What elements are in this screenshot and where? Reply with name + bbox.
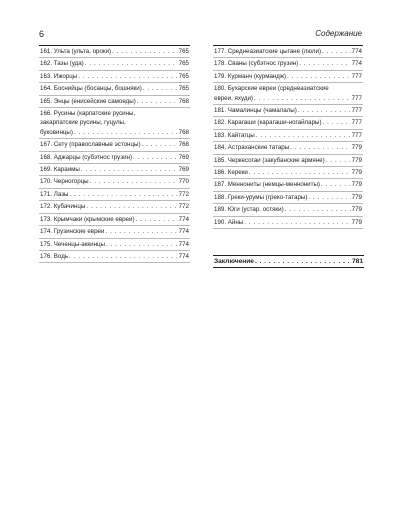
- toc-entry-page: 774: [178, 252, 189, 260]
- toc-entry-title-line: закарпатские русины, гуцулы,: [40, 119, 126, 127]
- toc-entry[interactable]: [39, 164, 190, 176]
- toc-entry-page: 774: [178, 240, 189, 248]
- dot-leader: [86, 202, 177, 211]
- toc-entry[interactable]: [39, 108, 190, 139]
- dot-leader: [255, 257, 351, 266]
- toc-entry-title: 176. Водь: [40, 252, 69, 260]
- running-title: Содержание: [315, 29, 362, 38]
- toc-entry-page: 774: [351, 60, 362, 68]
- toc-entry-title: 174. Грузинские евреи: [40, 228, 105, 236]
- dot-leader: [69, 252, 178, 261]
- dot-leader: [106, 240, 178, 249]
- toc-entry[interactable]: [39, 189, 190, 201]
- toc-entry[interactable]: [39, 139, 190, 151]
- dot-leader: [256, 131, 351, 140]
- toc-entry-title: 189. Юги (устар. остяки): [214, 206, 284, 214]
- toc-entry-title: 190. Айны: [214, 218, 244, 226]
- toc-entry-conclusion[interactable]: [213, 255, 364, 268]
- toc-entry[interactable]: [39, 83, 190, 95]
- toc-entry[interactable]: [213, 58, 363, 70]
- dot-leader: [81, 165, 178, 174]
- toc-entry-page: 779: [351, 169, 362, 177]
- toc-entry-title: 181. Чамалинцы (чамалалы): [214, 107, 297, 115]
- toc-entry[interactable]: [213, 155, 363, 167]
- toc-entry[interactable]: [39, 226, 190, 238]
- toc-entry-title: 171. Лазы: [40, 190, 69, 198]
- dot-leader: [322, 47, 351, 56]
- toc-entry[interactable]: [39, 71, 190, 83]
- toc-entry[interactable]: [39, 176, 190, 188]
- toc-entry-title: 172. Кубачинцы: [40, 203, 86, 211]
- conclusion-title: Заключение: [214, 258, 254, 265]
- toc-left-column: [39, 45, 190, 263]
- dot-leader: [133, 153, 178, 162]
- dot-leader: [136, 215, 178, 224]
- toc-entry[interactable]: [213, 179, 363, 191]
- toc-entry-title: 163. Ижорцы: [40, 72, 78, 80]
- toc-entry-title: 182. Карагаши (карагаши-ногайлары): [214, 119, 322, 127]
- toc-entry-title-line: 166. Русины (карпатские русины,: [40, 110, 136, 118]
- toc-entry-page: 774: [178, 228, 189, 236]
- toc-entry-title: 183. Кайтагцы: [214, 131, 255, 139]
- toc-entry-title-line: 180. Бухарские евреи (среднеазиатские: [214, 85, 329, 93]
- dot-leader: [142, 140, 178, 149]
- toc-entry-page: 779: [351, 144, 362, 152]
- toc-entry[interactable]: [39, 58, 190, 70]
- toc-entry[interactable]: [213, 204, 363, 216]
- toc-entry[interactable]: [213, 83, 363, 105]
- dot-leader: [69, 190, 177, 199]
- toc-entry-title: 177. Среднеазиатские цыгане (люли): [214, 48, 322, 55]
- toc-entry-page: 777: [351, 107, 362, 115]
- toc-entry-title: 179. Курманч (курмандж): [214, 72, 287, 80]
- toc-entry-page: 774: [178, 215, 189, 223]
- page-number: 6: [39, 29, 45, 39]
- toc-entry-title: 178. Сваны (субэтнос грузин): [214, 60, 299, 68]
- toc-entry-page: 769: [178, 166, 189, 174]
- toc-entry[interactable]: [213, 71, 363, 83]
- toc-entry-title: 170. Черногорцы: [40, 178, 89, 186]
- dot-leader: [74, 128, 178, 137]
- dot-leader: [290, 143, 351, 152]
- dot-leader: [143, 84, 178, 93]
- toc-entry[interactable]: [213, 192, 363, 204]
- toc-entry-title: 184. Астраханские татары: [214, 144, 290, 152]
- toc-entry[interactable]: [39, 239, 190, 251]
- toc-entry[interactable]: [213, 142, 363, 154]
- toc-entry[interactable]: [39, 152, 190, 164]
- toc-entry-page: 772: [178, 190, 189, 198]
- toc-entry-title: евреи, яхуди): [214, 94, 253, 102]
- toc-entry-page: 777: [351, 72, 362, 80]
- page-header: [39, 29, 362, 43]
- toc-entry-page: 765: [178, 48, 189, 55]
- toc-entry-page: 768: [178, 141, 189, 149]
- toc-entry-title: 169. Караимы: [40, 166, 80, 174]
- toc-entry[interactable]: [39, 214, 190, 226]
- toc-entry-page: 779: [351, 206, 362, 214]
- dot-leader: [137, 97, 178, 106]
- conclusion-page: 781: [351, 258, 363, 265]
- toc-entry-title: 185. Черкесогаи (закубанские армяне): [214, 156, 325, 164]
- toc-entry[interactable]: [213, 105, 363, 117]
- toc-entry-title: буковинцы): [40, 128, 73, 136]
- dot-leader: [244, 218, 350, 227]
- dot-leader: [78, 72, 177, 81]
- dot-leader: [105, 227, 177, 236]
- dot-leader: [298, 106, 351, 115]
- toc-entry[interactable]: [213, 217, 363, 229]
- toc-entry-title: 165. Энцы (енисейские самоеды): [40, 97, 136, 105]
- dot-leader: [308, 193, 350, 202]
- toc-entry[interactable]: [39, 46, 190, 58]
- dot-leader: [326, 156, 351, 165]
- toc-entry[interactable]: [39, 251, 190, 263]
- toc-entry-title: 168. Аджарцы (субэтнос грузин): [40, 153, 133, 161]
- toc-entry-title: 162. Тазы (уда): [40, 60, 84, 68]
- toc-entry-page: 772: [178, 203, 189, 211]
- dot-leader: [254, 94, 351, 103]
- dot-leader: [299, 59, 350, 68]
- toc-entry-page: 770: [178, 178, 189, 186]
- toc-entry-page: 765: [178, 72, 189, 80]
- dot-leader: [112, 47, 178, 56]
- toc-entry-page: 774: [351, 48, 362, 55]
- toc-entry-title: 187. Меннониты (немцы-меннониты): [214, 181, 320, 189]
- toc-entry[interactable]: [213, 130, 363, 142]
- toc-entry-title: 164. Боснийцы (босанцы, бошняки): [40, 85, 142, 93]
- dot-leader: [323, 118, 351, 127]
- toc-entry-page: 769: [178, 153, 189, 161]
- toc-entry-title: 175. Чеченцы-аккинцы: [40, 240, 105, 248]
- toc-entry-title: 173. Крымчаки (крымские евреи): [40, 215, 135, 223]
- dot-leader: [287, 72, 351, 81]
- toc-entry-page: 765: [178, 60, 189, 68]
- toc-entry-page: 779: [351, 181, 362, 189]
- toc-entry-page: 768: [178, 128, 189, 136]
- toc-entry-title: 186. Кереки: [214, 169, 248, 177]
- toc-entry[interactable]: [39, 96, 190, 108]
- toc-entry[interactable]: [213, 46, 363, 58]
- toc-entry[interactable]: [213, 117, 363, 129]
- toc-entry[interactable]: [39, 201, 190, 213]
- dot-leader: [90, 177, 178, 186]
- toc-entry-title: 161. Ульта (ульта, ороки): [40, 48, 112, 55]
- toc-right-column: [213, 45, 363, 229]
- toc-entry-page: 779: [351, 156, 362, 164]
- dot-leader: [321, 180, 351, 189]
- toc-entry-page: 779: [351, 218, 362, 226]
- toc-entry-page: 777: [351, 94, 362, 102]
- dot-leader: [249, 168, 351, 177]
- toc-entry-page: 765: [178, 85, 189, 93]
- dot-leader: [85, 59, 178, 68]
- toc-entry-page: 777: [351, 131, 362, 139]
- toc-entry-page: 777: [351, 119, 362, 127]
- toc-entry-title: 167. Сету (православные эстонцы): [40, 141, 141, 149]
- toc-entry-title: 188. Греки-урумы (греко-татары): [214, 193, 308, 201]
- dot-leader: [285, 205, 351, 214]
- toc-entry-page: 768: [178, 97, 189, 105]
- toc-entry[interactable]: [213, 167, 363, 179]
- toc-entry-page: 779: [351, 193, 362, 201]
